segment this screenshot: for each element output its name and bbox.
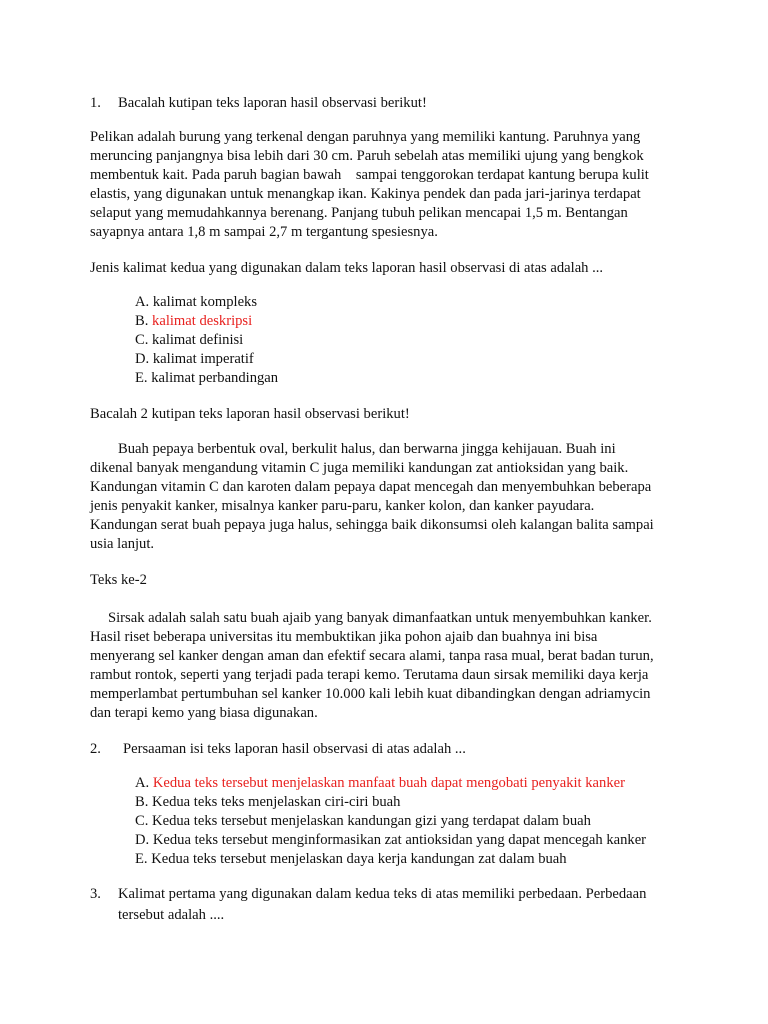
q1-option-c: [135, 331, 243, 349]
passage-line: Buah pepaya berbentuk oval, berkulit halus, dan berwarna jingga kehijauan. Buah ini: [118, 441, 616, 457]
passage-line: selaput yang memudahkannya berenang. Panjang tubuh pelikan mencapai 1,5 m. Bentangan: [90, 205, 628, 221]
q2-option-d: [135, 831, 646, 849]
q1-option-d: [135, 350, 254, 368]
passage-line: meruncing panjangnya bisa lebih dari 30 cm. Paruh sebelah atas memiliki ujung yang bengkok: [90, 148, 644, 164]
passage-line: menyerang sel kanker dengan aman dan efektif secara alami, tanpa rasa mual, berat badan turun,: [90, 648, 654, 664]
passage-line: usia lanjut.: [90, 536, 155, 552]
option-letter: B.: [135, 794, 149, 810]
q2-option-e: [135, 850, 567, 868]
q1-option-b: [135, 312, 252, 330]
text-2-heading: Teks ke-2: [90, 572, 147, 588]
passage-line: Pelikan adalah burung yang terkenal dengan paruhnya yang memiliki kantung. Paruhnya yang: [90, 129, 641, 145]
option-text: kalimat imperatif: [152, 351, 254, 367]
passage-line: dan terapi kemo yang biasa digunakan.: [90, 705, 318, 721]
q1-number: 1.: [90, 95, 101, 111]
passage-line: jenis penyakit kanker, misalnya kanker paru-paru, kanker kolon, dan kanker payudara.: [90, 498, 595, 514]
option-letter: E.: [135, 851, 148, 867]
option-text: Kedua teks tersebut menginformasikan zat antioksidan yang dapat mencegah kanker: [152, 832, 647, 848]
q2-option-c: [135, 812, 591, 830]
option-letter: E.: [135, 370, 148, 386]
intro-two-texts: Bacalah 2 kutipan teks laporan hasil observasi berikut!: [90, 406, 410, 422]
passage-line: rambut rontok, seperti yang terjadi pada terapi kemo. Terutama daun sirsak memiliki daya kerja: [90, 667, 649, 683]
option-text: kalimat perbandingan: [151, 370, 279, 386]
q2-number: 2.: [90, 741, 101, 757]
option-text: Kedua teks tersebut menjelaskan daya kerja kandungan zat dalam buah: [151, 851, 567, 867]
q2-option-a: [135, 774, 625, 792]
q3-question-line: tersebut adalah ....: [118, 907, 225, 923]
option-letter: A.: [135, 294, 150, 310]
passage-line: elastis, yang digunakan untuk menangkap ikan. Kakinya pendek dan pada jari-jarinya terdapat: [90, 186, 641, 202]
q1-prompt: Bacalah kutipan teks laporan hasil observasi berikut!: [118, 95, 427, 111]
option-letter: C.: [135, 332, 149, 348]
passage-line: Sirsak adalah salah satu buah ajaib yang banyak dimanfaatkan untuk menyembuhkan kanker.: [108, 610, 652, 626]
passage-line: membentuk kait. Pada paruh bagian bawah sampai tenggorokan terdapat kantung berupa kulit: [90, 167, 649, 183]
q1-option-a: [135, 293, 257, 311]
q1-question: Jenis kalimat kedua yang digunakan dalam teks laporan hasil observasi di atas adalah ...: [90, 260, 604, 276]
passage-line: memperlambat pertumbuhan sel kanker 10.000 kali lebih kuat dibandingkan dengan adriamycin: [90, 686, 651, 702]
option-text: Kedua teks tersebut menjelaskan kandungan gizi yang terdapat dalam buah: [152, 813, 591, 829]
option-letter: B.: [135, 313, 149, 329]
q2-question: Persaaman isi teks laporan hasil observasi di atas adalah ...: [123, 741, 466, 757]
passage-line: Hasil riset beberapa universitas itu membuktikan jika pohon ajaib dan buahnya ini bisa: [90, 629, 598, 645]
option-letter: C.: [135, 813, 149, 829]
passage-line: Kandungan vitamin C dan karoten dalam pepaya dapat mencegah dan menyembuhkan beberapa: [90, 479, 652, 495]
option-text-answer: Kedua teks tersebut menjelaskan manfaat buah dapat mengobati penyakit kanker: [152, 775, 625, 791]
passage-line: sayapnya antara 1,8 m sampai 2,7 m tergantung spesiesnya.: [90, 224, 438, 240]
q3-question-line: Kalimat pertama yang digunakan dalam kedua teks di atas memiliki perbedaan. Perbedaan: [118, 886, 647, 902]
option-text: Kedua teks teks menjelaskan ciri-ciri buah: [152, 794, 401, 810]
option-text: kalimat kompleks: [152, 294, 258, 310]
option-text: kalimat definisi: [152, 332, 244, 348]
passage-line: dikenal banyak mengandung vitamin C juga memiliki kandungan zat antioksidan yang baik.: [90, 460, 629, 476]
option-letter: D.: [135, 832, 150, 848]
option-text-answer: kalimat deskripsi: [152, 313, 253, 329]
passage-line: Kandungan serat buah pepaya juga halus, sehingga baik dikonsumsi oleh kalangan balita sampai: [90, 517, 654, 533]
option-letter: D.: [135, 351, 150, 367]
q2-option-b: [135, 793, 400, 811]
q1-option-e: [135, 369, 278, 387]
option-letter: A.: [135, 775, 150, 791]
q3-number: 3.: [90, 886, 101, 902]
